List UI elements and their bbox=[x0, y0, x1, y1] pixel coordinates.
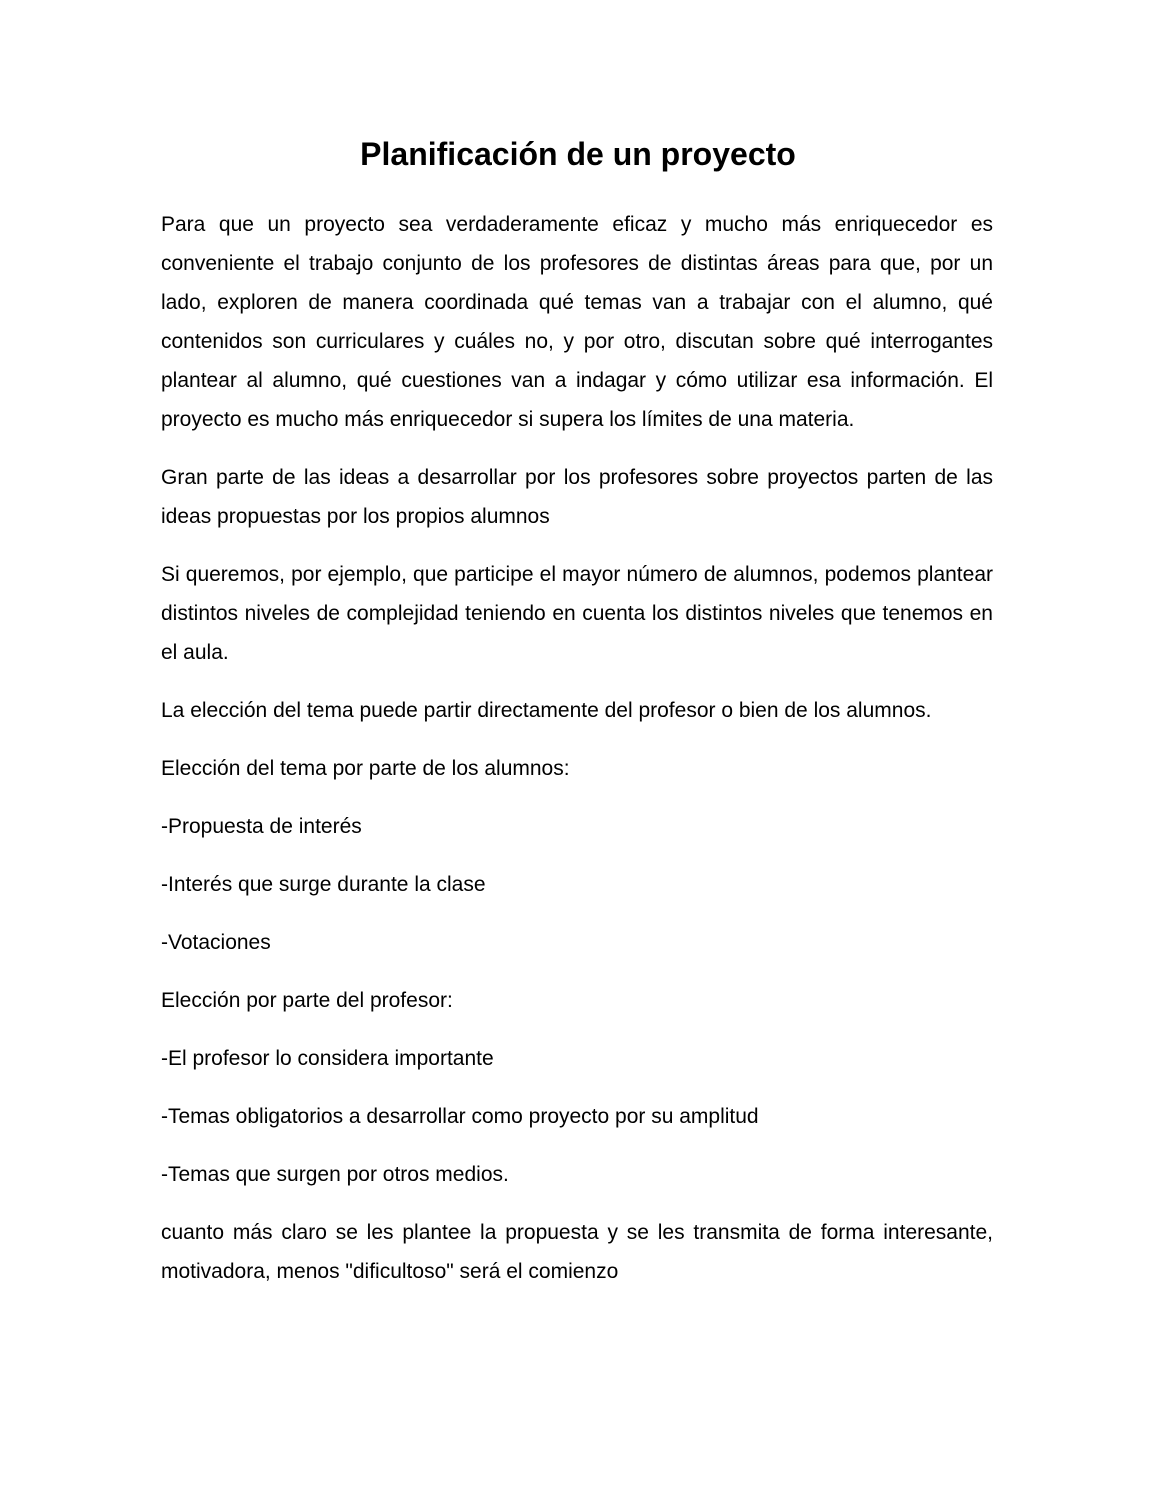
heading-teacher-choice: Elección por parte del profesor: bbox=[161, 989, 453, 1012]
list-item: -Votaciones bbox=[161, 931, 271, 954]
list-item: -Interés que surge durante la clase bbox=[161, 873, 486, 896]
list-item: -Temas que surgen por otros medios. bbox=[161, 1163, 509, 1186]
list-item: -Propuesta de interés bbox=[161, 815, 362, 838]
document-body bbox=[161, 205, 993, 1310]
paragraph-complexity: Si queremos, por ejemplo, que participe el mayor número de alumnos, podemos plantear distintos niveles de complejidad teniendo en cuenta los distintos niveles que tenemos en el aula. bbox=[161, 563, 993, 664]
paragraph-topic-choice: La elección del tema puede partir directamente del profesor o bien de los alumnos. bbox=[161, 699, 932, 722]
paragraph-ideas: Gran parte de las ideas a desarrollar por los profesores sobre proyectos parten de las ideas propuestas por los propios alumnos bbox=[161, 466, 993, 528]
list-item: -Temas obligatorios a desarrollar como proyecto por su amplitud bbox=[161, 1105, 759, 1128]
paragraph-intro: Para que un proyecto sea verdaderamente eficaz y mucho más enriquecedor es conveniente el trabajo conjunto de los profesores de distintas áreas para que, por un lado, exploren de manera coordinada qué temas van a trabajar con el alumno, qué contenidos son curriculares y cuáles no, y por otro, discutan sobre qué interrogantes plantear al alumno, qué cuestiones van a indagar y cómo utilizar esa información. El proyecto es mucho más enriquecedor si supera los límites de una materia. bbox=[161, 213, 993, 431]
heading-student-choice: Elección del tema por parte de los alumnos: bbox=[161, 757, 570, 780]
page-title: Planificación de un proyecto bbox=[360, 136, 796, 172]
paragraph-conclusion: cuanto más claro se les plantee la propuesta y se les transmita de forma interesante, motivadora, menos "dificultoso" será el comienzo bbox=[161, 1221, 993, 1283]
list-item: -El profesor lo considera importante bbox=[161, 1047, 494, 1070]
